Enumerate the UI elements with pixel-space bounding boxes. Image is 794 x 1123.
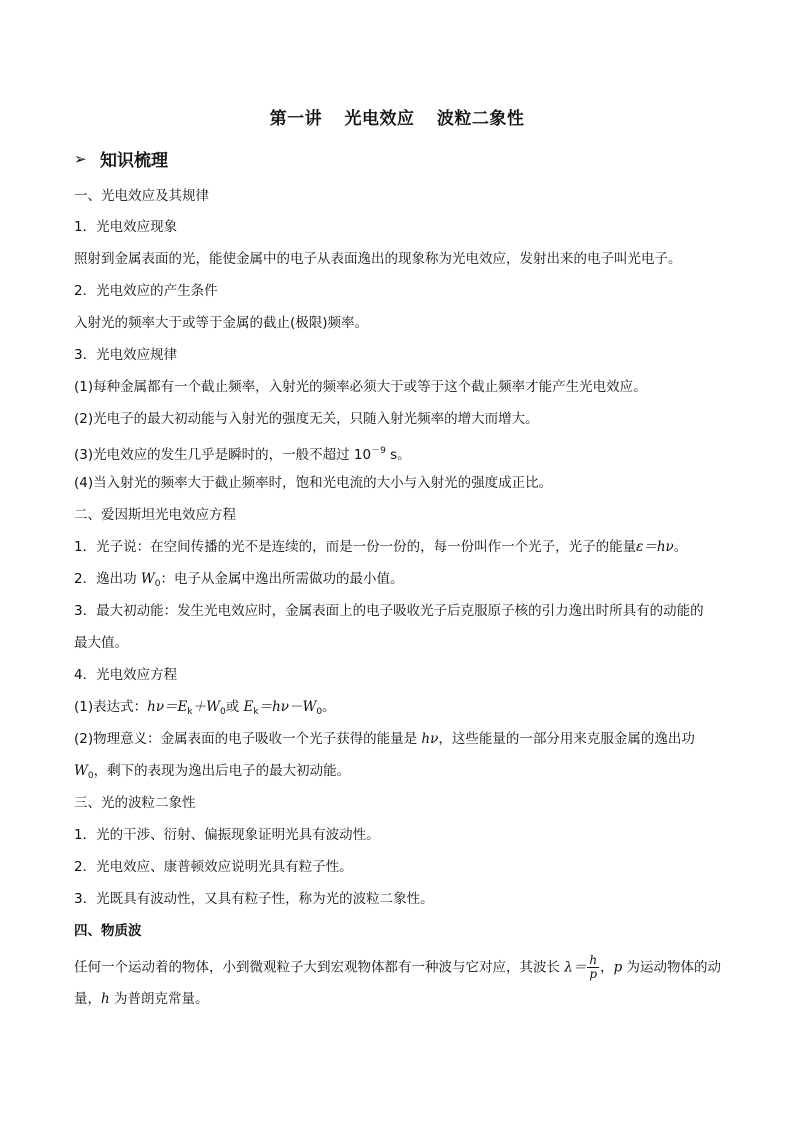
title-lecture: 第一讲 xyxy=(269,109,323,129)
rule-3-unit: s。 xyxy=(385,447,411,463)
rule-3-text: (3)光电效应的发生几乎是瞬时的，一般不超过 10 xyxy=(74,447,372,463)
item-2-text: 入射光的频率大于或等于金属的截止(极限)频率。 xyxy=(74,315,369,331)
physical-meaning-text-3: ，剩下的表现为逸出后电子的最大初动能。 xyxy=(93,763,351,779)
expression-sub-4: 0 xyxy=(316,707,323,717)
item-1-text: 照射到金属表面的光，能使金属中的电子从表面逸出的现象称为光电效应，发射出来的电子叫光电子。 xyxy=(74,251,682,267)
heading-photoelectric-effect: 一、光电效应及其规律 xyxy=(74,188,209,204)
expression-label: (1)表达式： xyxy=(74,699,148,715)
fraction-numerator: h xyxy=(589,953,598,967)
rule-3-exponent: －9 xyxy=(371,446,386,456)
fraction-denominator: p xyxy=(589,967,598,981)
expression-sub-2: 0 xyxy=(220,707,226,717)
max-kinetic-energy-1: 3．最大初动能：发生光电效应时，金属表面上的电子吸收光子后克服原子核的引力逸出时所具有的动能的 xyxy=(74,603,704,619)
matter-wave-text-3: 量， xyxy=(74,991,101,1007)
physical-meaning-text-2: ，这些能量的一部分用来克服金属的逸出功 xyxy=(438,731,695,747)
work-function xyxy=(74,570,404,593)
wavelength-symbol: λ＝ xyxy=(564,959,587,976)
physical-meaning-w: W xyxy=(74,763,88,779)
photon-theory-end: 。 xyxy=(673,539,688,555)
physical-meaning-w-sub: 0 xyxy=(87,771,94,781)
work-function-label: 2．逸出功 xyxy=(74,571,141,587)
section-heading xyxy=(74,146,168,171)
expression-part-4: ＝hν－W xyxy=(258,699,317,715)
matter-wave-text: 任何一个运动着的物体，小到微观粒子大到宏观物体都有一种波与它对应，其波长 xyxy=(74,959,565,976)
expression-sub-3: k xyxy=(253,707,259,717)
planck-symbol: h xyxy=(101,991,110,1007)
expression-part-2: ＋W xyxy=(192,699,220,715)
title-topic-1: 光电效应 xyxy=(344,109,415,129)
item-3-title: 3．光电效应规律 xyxy=(74,347,178,363)
physical-meaning-1 xyxy=(74,730,695,748)
arrow-bullet-icon: ➢ xyxy=(74,149,87,168)
particle-nature: 2．光电效应、康普顿效应说明光具有粒子性。 xyxy=(74,859,353,875)
item-1-title: 1．光电效应现象 xyxy=(74,219,178,235)
equation-title: 4．光电效应方程 xyxy=(74,667,178,683)
work-function-symbol: W xyxy=(140,571,155,587)
heading-matter-wave: 四、物质波 xyxy=(74,923,142,939)
rule-1: (1)每种金属都有一个截止频率，入射光的频率必须大于或等于这个截止频率才能产生光电效应。 xyxy=(74,379,647,395)
heading-einstein-equation: 二、爱因斯坦光电效应方程 xyxy=(74,507,236,523)
expression-part-1: hν＝E xyxy=(147,699,188,715)
expression-end: 。 xyxy=(322,699,336,715)
expression-or: 或 xyxy=(225,699,244,715)
momentum-symbol: p xyxy=(613,959,623,976)
wavelength-fraction xyxy=(587,954,599,981)
rule-4: (4)当入射光的频率大于截止频率时，饱和光电流的大小与入射光的强度成正比。 xyxy=(74,475,553,491)
title-topic-2: 波粒二象性 xyxy=(436,109,525,129)
photon-energy-formula: ε＝hν xyxy=(636,539,674,555)
matter-wave-text-4: 为普朗克常量。 xyxy=(109,991,209,1007)
item-2-title: 2．光电效应的产生条件 xyxy=(74,283,218,299)
rule-3 xyxy=(74,442,411,464)
matter-wave-text-2-line xyxy=(74,990,209,1008)
matter-wave-comma: ， xyxy=(600,959,614,976)
rule-2: (2)光电子的最大初动能与入射光的强度无关，只随入射光频率的增大而增大。 xyxy=(74,411,539,427)
wave-nature: 1．光的干涉、衍射、偏振现象证明光具有波动性。 xyxy=(74,827,380,843)
section-heading-label: 知识梳理 xyxy=(100,151,168,171)
work-function-text: ：电子从金属中逸出所需做功的最小值。 xyxy=(160,571,404,587)
physical-meaning-text: (2)物理意义：金属表面的电子吸收一个光子获得的能量是 xyxy=(74,731,422,747)
page-title xyxy=(0,104,794,129)
max-kinetic-energy-2: 最大值。 xyxy=(74,635,128,651)
photon-theory xyxy=(74,538,687,556)
physical-meaning-hv: hν xyxy=(421,731,439,747)
expression-sub-1: k xyxy=(187,707,193,717)
heading-wave-particle: 三、光的波粒二象性 xyxy=(74,795,196,811)
matter-wave-text-2: 为运动物体的动 xyxy=(622,959,722,976)
equation-expression xyxy=(74,698,336,721)
physical-meaning-2 xyxy=(74,762,350,785)
photon-theory-text: 1．光子说：在空间传播的光不是连续的，而是一份一份的，每一份叫作一个光子，光子的能量 xyxy=(74,539,637,555)
expression-part-3: E xyxy=(243,699,254,715)
work-function-subscript: 0 xyxy=(154,579,161,589)
duality-definition: 3．光既具有波动性，又具有粒子性，称为光的波粒二象性。 xyxy=(74,891,434,907)
matter-wave-text-1 xyxy=(74,954,721,981)
